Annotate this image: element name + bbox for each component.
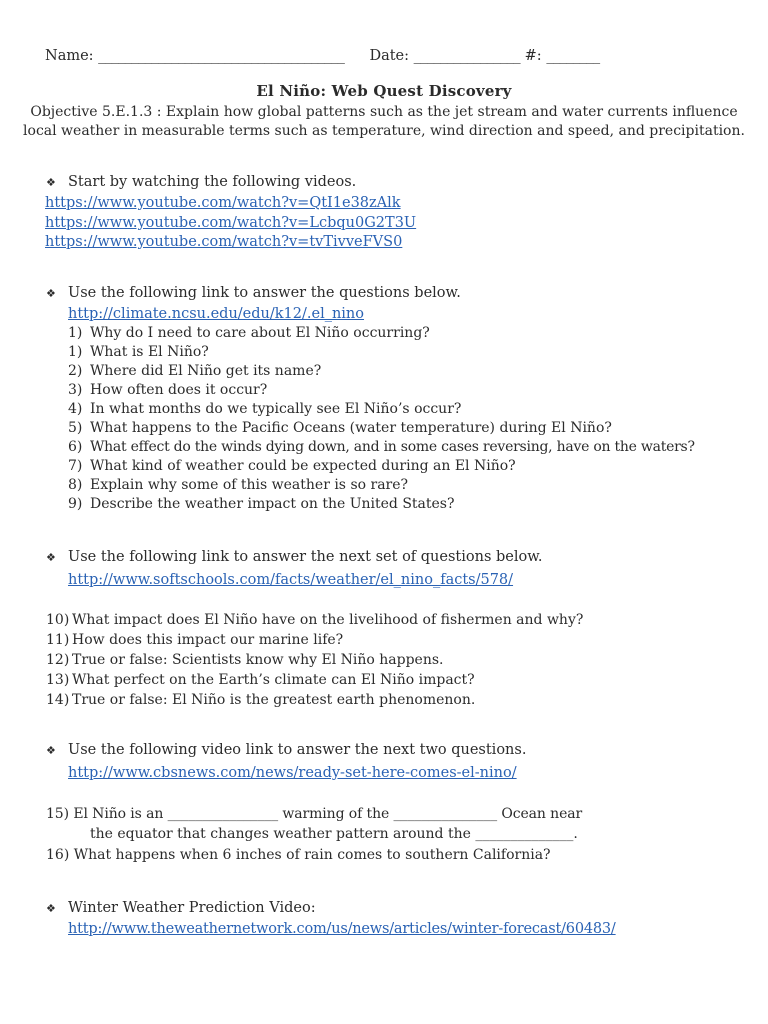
ncsu-climate-link[interactable]: http://climate.ncsu.edu/edu/k12/.el_nino — [68, 306, 365, 322]
bullet-icon: ❖ — [46, 902, 56, 915]
list-item: 12) True or false: Scientists know why El Niño happens. — [46, 652, 444, 668]
list-item: 10) What impact does El Niño have on the livelihood of fishermen and why? — [46, 612, 584, 628]
question-16: 16) What happens when 6 inches of rain comes to southern California? — [46, 847, 551, 863]
list-item: 11) How does this impact our marine life? — [46, 632, 344, 648]
youtube-link-2[interactable]: https://www.youtube.com/watch?v=Lcbqu0G2T3U — [45, 215, 417, 231]
section4-intro — [46, 741, 526, 760]
question-15-line-2: the equator that changes weather pattern around the ______________. — [90, 826, 578, 842]
list-item: 2) Where did El Niño get its name? — [68, 363, 322, 379]
bullet-icon: ❖ — [46, 551, 56, 564]
list-item: 5) What happens to the Pacific Oceans (water temperature) during El Niño? — [68, 420, 612, 436]
date-blank[interactable]: ________________ — [413, 48, 521, 64]
cbsnews-link[interactable]: http://www.cbsnews.com/news/ready-set-here-comes-el-nino/ — [68, 765, 517, 781]
list-item: 1) What is El Niño? — [68, 344, 209, 360]
number-blank[interactable]: ________ — [546, 48, 600, 64]
youtube-link-3[interactable]: https://www.youtube.com/watch?v=tvTivveFVS0 — [45, 234, 403, 250]
section3-question-list — [46, 611, 583, 710]
objective-line-2: local weather in measurable terms such as temperature, wind direction and speed, and precipitation. — [23, 123, 745, 139]
bullet-icon: ❖ — [46, 744, 56, 757]
section1-intro-text: Start by watching the following videos. — [68, 174, 357, 190]
list-item: 1) Why do I need to care about El Niño occurring? — [68, 325, 430, 341]
list-item: 14) True or false: El Niño is the greatest earth phenomenon. — [46, 692, 476, 708]
list-item: 7) What kind of weather could be expected during an El Niño? — [68, 458, 516, 474]
weathernetwork-link[interactable]: http://www.theweathernetwork.com/us/news/articles/winter-forecast/60483/ — [68, 921, 616, 937]
objective-line-1: Objective 5.E.1.3 : Explain how global patterns such as the jet stream and water currents influence — [30, 104, 738, 120]
section3-intro — [46, 548, 543, 567]
list-item: 4) In what months do we typically see El Niño’s occur? — [68, 401, 462, 417]
list-item: 6) What effect do the winds dying down, and in some cases reversing, have on the waters? — [68, 439, 695, 455]
list-item: 13) What perfect on the Earth’s climate can El Niño impact? — [46, 672, 475, 688]
list-item: 8) Explain why some of this weather is so rare? — [68, 477, 409, 493]
date-label: Date: — [369, 48, 410, 64]
bullet-icon: ❖ — [46, 287, 56, 300]
bullet-icon: ❖ — [46, 176, 56, 189]
name-label: Name: — [45, 48, 94, 64]
section2-question-list — [68, 324, 695, 514]
section2-intro-text: Use the following link to answer the questions below. — [68, 285, 461, 301]
header-row — [45, 47, 600, 65]
name-blank[interactable]: _____________________________________ — [98, 48, 345, 64]
section5-intro-text: Winter Weather Prediction Video: — [68, 900, 316, 916]
list-item: 9) Describe the weather impact on the United States? — [68, 496, 455, 512]
question-15-line-1: 15) El Niño is an ________________ warming of the _______________ Ocean near — [46, 806, 583, 822]
section1-intro — [46, 173, 356, 192]
section2-intro — [46, 284, 461, 303]
section5-intro — [46, 899, 316, 918]
list-item: 3) How often does it occur? — [68, 382, 268, 398]
section3-intro-text: Use the following link to answer the next set of questions below. — [68, 549, 543, 565]
youtube-link-1[interactable]: https://www.youtube.com/watch?v=QtI1e38zAlk — [45, 195, 401, 211]
softschools-link[interactable]: http://www.softschools.com/facts/weather/el_nino_facts/578/ — [68, 572, 514, 588]
section4-intro-text: Use the following video link to answer the next two questions. — [68, 742, 527, 758]
number-label: #: — [524, 48, 542, 64]
page-title: El Niño: Web Quest Discovery — [256, 82, 512, 100]
